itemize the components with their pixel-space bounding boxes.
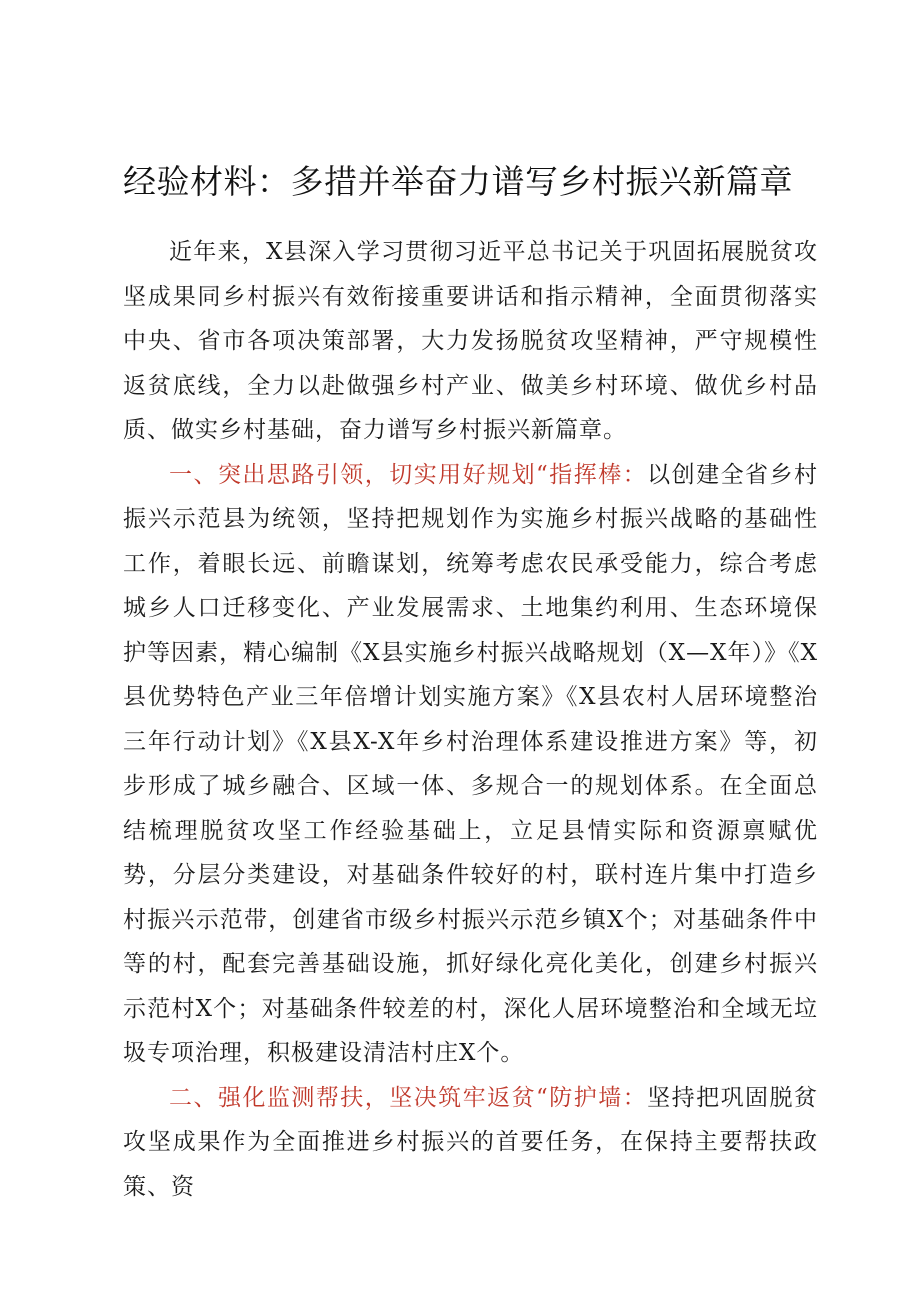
document-title: 经验材料：多措并举奋力谱写乡村振兴新篇章 bbox=[123, 162, 793, 201]
section-1-heading: 一、突出思路引领，切实用好规划“指挥棒： bbox=[169, 461, 648, 488]
intro-paragraph bbox=[123, 230, 818, 453]
section-1-text: 以创建全省乡村振兴示范县为统领，坚持把规划作为实施乡村振兴战略的基础性工作，着眼长远、前瞻谋划，统筹考虑农民承受能力，综合考虑城乡人口迁移变化、产业发展需求、土地集约利用、生态环境保护等因素，精心编制《X县实施乡村振兴战略规划（X—X年）》《X县优势特色产业三年倍增计划实施方案》《X县农村人居环境整治三年行动计划》《X县X-X年乡村治理体系建设推进方案》等，初步形成了城乡融合、区域一体、多规合一的规划体系。在全面总结梳理脱贫攻坚工作经验基础上，立足县情实际和资源禀赋优势，分层分类建设，对基础条件较好的村，联村连片集中打造乡村振兴示范带，创建省市级乡村振兴示范乡镇X个；对基础条件中等的村，配套完善基础设施，抓好绿化亮化美化，创建乡村振兴示范村X个；对基础条件较差的村，深化人居环境整治和全域无垃圾专项治理，积极建设清洁村庄X个。 bbox=[123, 461, 818, 1066]
section-1-paragraph bbox=[123, 453, 818, 1076]
section-2-paragraph bbox=[123, 1076, 818, 1210]
section-2-heading: 二、强化监测帮扶，坚决筑牢返贫“防护墙： bbox=[169, 1084, 648, 1111]
intro-paragraph-text: 近年来，X县深入学习贯彻习近平总书记关于巩固拓展脱贫攻坚成果同乡村振兴有效衔接重要讲话和指示精神，全面贯彻落实中央、省市各项决策部署，大力发扬脱贫攻坚精神，严守规模性返贫底线，全力以赴做强乡村产业、做美乡村环境、做优乡村品质、做实乡村基础，奋力谱写乡村振兴新篇章。 bbox=[123, 239, 818, 443]
section-2-text: 坚持把巩固脱贫攻坚成果作为全面推进乡村振兴的首要任务，在保持主要帮扶政策、资 bbox=[123, 1084, 818, 1200]
document-body bbox=[123, 230, 818, 1209]
